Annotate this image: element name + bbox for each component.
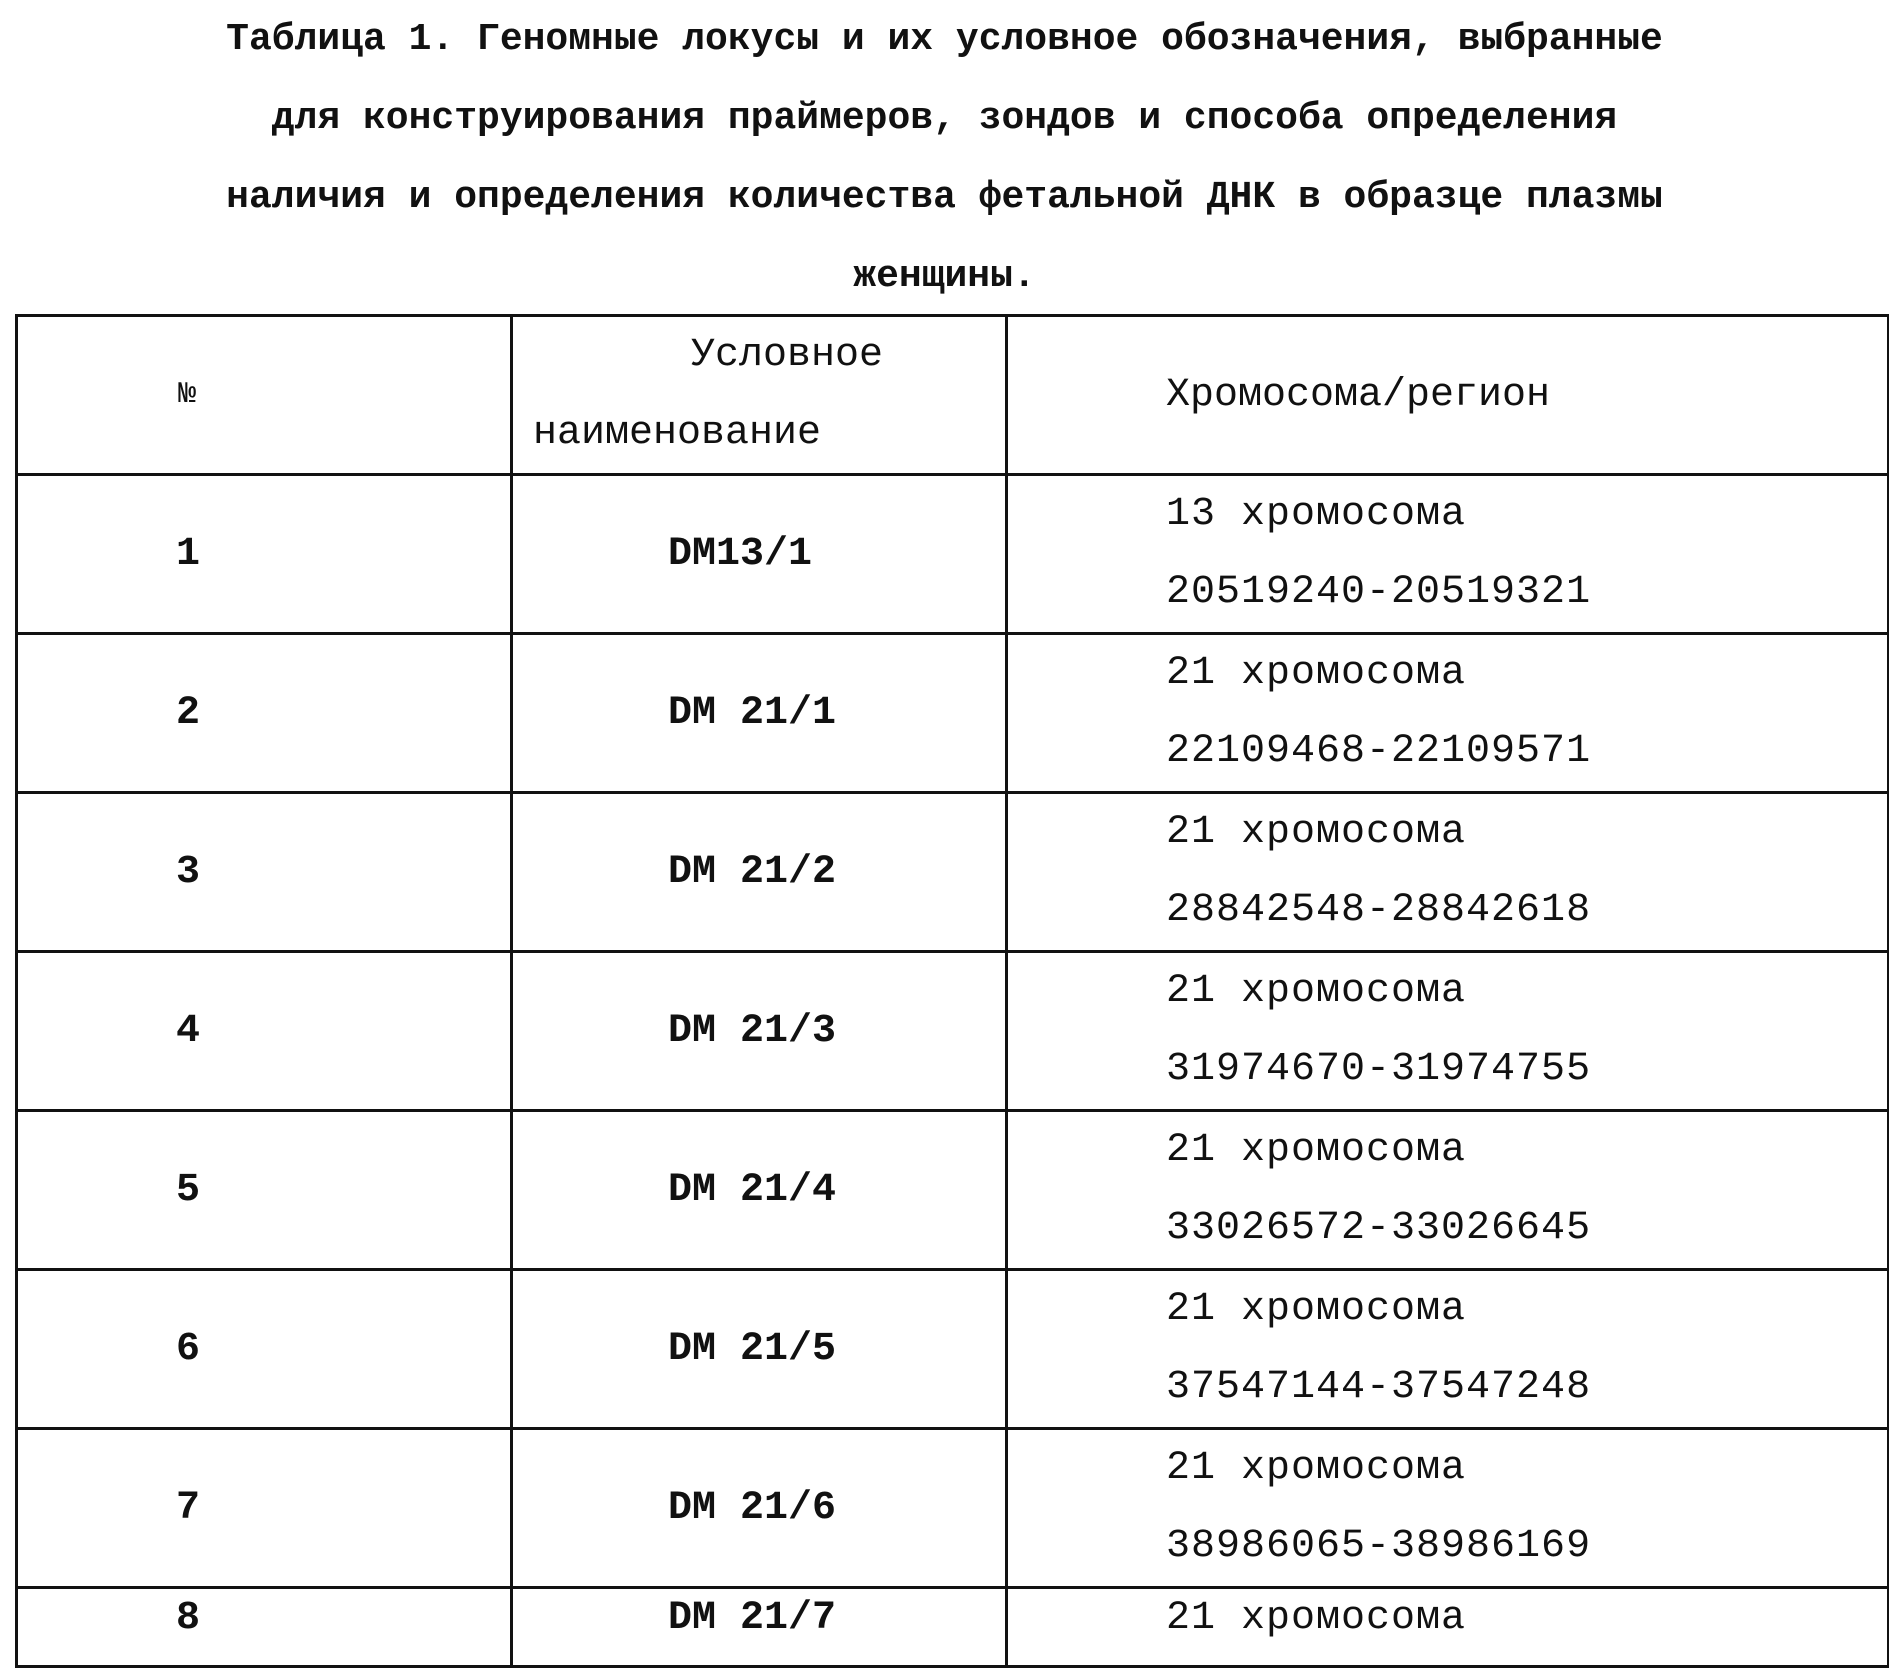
row-chromosome: 21 хромосома [1166,810,1467,855]
table-row [17,793,1889,952]
header-name-line1: Условное [691,333,884,378]
caption-line: женщины. [853,255,1036,298]
table-row [17,634,1889,793]
caption-line: наличия и определения количества фетальной ДНК в образце плазмы [226,176,1663,219]
table-header-row [17,316,1889,475]
row-number: 4 [17,952,512,1111]
row-number: 8 [17,1588,512,1667]
header-name-line2: наименование [533,411,822,456]
table-row [17,1588,1889,1667]
row-name: DM 21/5 [512,1270,1007,1429]
row-name: DM 21/2 [512,793,1007,952]
header-region: Хромосома/регион [1007,316,1889,475]
row-range: 20519240-20519321 [1166,570,1592,615]
caption-line: для конструирования праймеров, зондов и способа определения [271,97,1618,140]
row-range: 22109468-22109571 [1166,729,1592,774]
row-number: 3 [17,793,512,952]
row-chromosome: 21 хромосома [1166,1596,1467,1641]
row-chromosome: 21 хромосома [1166,651,1467,696]
table-row [17,1270,1889,1429]
row-chromosome: 21 хромосома [1166,969,1467,1014]
table-caption [40,0,1849,316]
row-chromosome: 21 хромосома [1166,1446,1467,1491]
header-name [512,316,1007,475]
row-range: 28842548-28842618 [1166,888,1592,933]
row-range: 31974670-31974755 [1166,1047,1592,1092]
row-number: 1 [17,475,512,634]
row-chromosome: 13 хромосома [1166,492,1467,537]
table-row [17,1111,1889,1270]
row-name: DM 21/1 [512,634,1007,793]
row-region [1007,793,1889,952]
table-row [17,1429,1889,1588]
row-chromosome: 21 хромосома [1166,1287,1467,1332]
row-region [1007,475,1889,634]
row-name: DM 21/3 [512,952,1007,1111]
row-range: 33026572-33026645 [1166,1206,1592,1251]
caption-line: Таблица 1. Геномные локусы и их условное обозначения, выбранные [226,18,1663,61]
table-row [17,952,1889,1111]
row-region [1007,634,1889,793]
row-name: DM 21/6 [512,1429,1007,1588]
row-chromosome: 21 хромосома [1166,1128,1467,1173]
row-range: 37547144-37547248 [1166,1365,1592,1410]
row-number: 2 [17,634,512,793]
table-row [17,475,1889,634]
row-name: DM 21/4 [512,1111,1007,1270]
row-number: 7 [17,1429,512,1588]
loci-table [15,314,1889,1668]
row-region [1007,1429,1889,1588]
row-region [1007,952,1889,1111]
row-name: DM 21/7 [512,1588,1007,1667]
row-number: 6 [17,1270,512,1429]
row-number: 5 [17,1111,512,1270]
row-region [1007,1111,1889,1270]
row-range: 38986065-38986169 [1166,1524,1592,1569]
row-region [1007,1270,1889,1429]
row-name: DM13/1 [512,475,1007,634]
header-number: № [17,316,512,475]
row-region [1007,1588,1889,1667]
